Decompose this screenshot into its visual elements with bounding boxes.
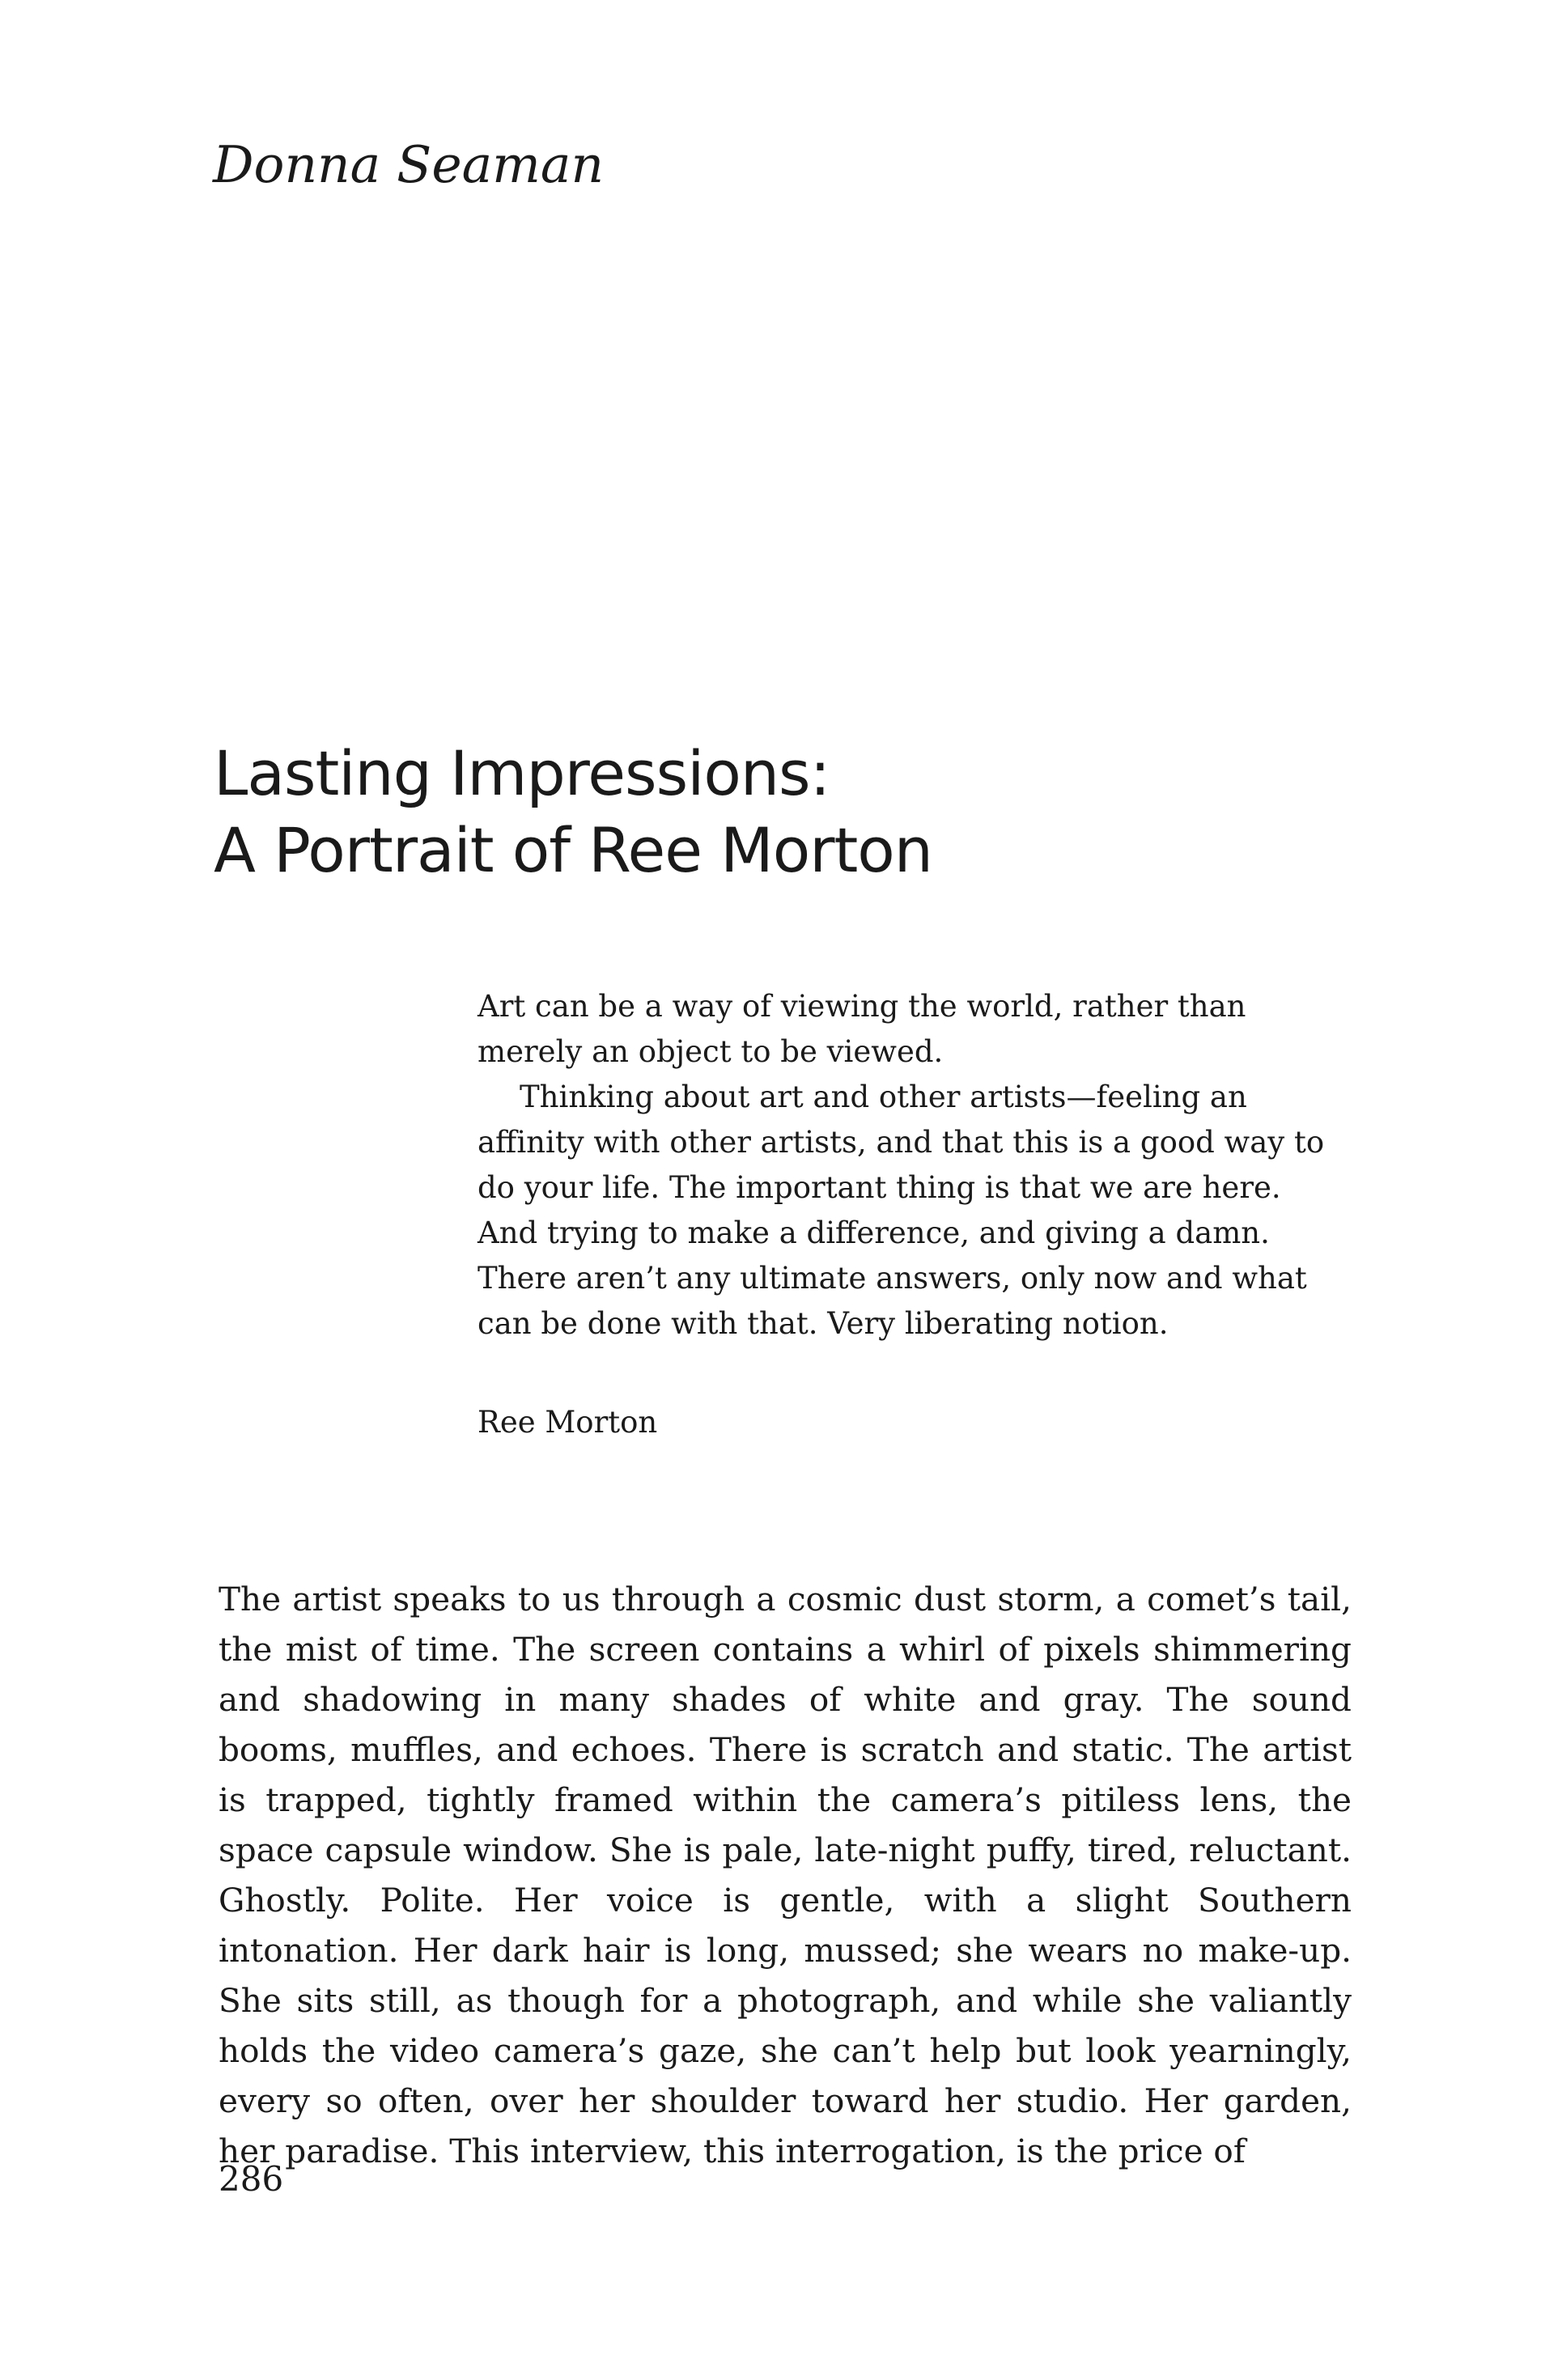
epigraph-paragraph-1: Art can be a way of viewing the world, rather than merely an object to be viewed.	[478, 989, 1246, 1069]
article-title-line-2: A Portrait of Ree Morton	[214, 814, 932, 886]
article-title	[214, 735, 932, 889]
epigraph-attribution: Ree Morton	[478, 1405, 658, 1440]
article-title-line-1: Lasting Impressions:	[214, 737, 830, 809]
epigraph-paragraph-2: Thinking about art and other artists—feeling an affinity with other artists, and that this is a good way to do your life. The important thing is that we are here. And trying to make a difference, and giving a damn. There aren’t any ultimate answers, only now and what can be done with that. Very liberating notion.	[478, 1080, 1325, 1341]
epigraph	[478, 984, 1343, 1347]
running-header-author: Donna Seaman	[213, 135, 605, 194]
page-number: 286	[219, 2159, 284, 2199]
body-paragraph-1: The artist speaks to us through a cosmic dust storm, a comet’s tail, the mist of time. The screen contains a whirl of pixels shimmering and shadowing in many shades of white and gray. The sound booms, muffles, and echoes. There is scratch and static. The artist is trapped, tightly framed within the camera’s pitiless lens, the space capsule window. She is pale, late-night puffy, tired, reluctant. Ghostly. Polite. Her voice is gentle, with a slight Southern intonation. Her dark hair is long, mussed; she wears no make-up. She sits still, as though for a photograph, and while she valiantly holds the video camera’s gaze, she can’t help but look yearningly, every so often, over her shoulder toward her studio. Her garden, her paradise. This interview, this interrogation, is the price of	[219, 1580, 1352, 2170]
